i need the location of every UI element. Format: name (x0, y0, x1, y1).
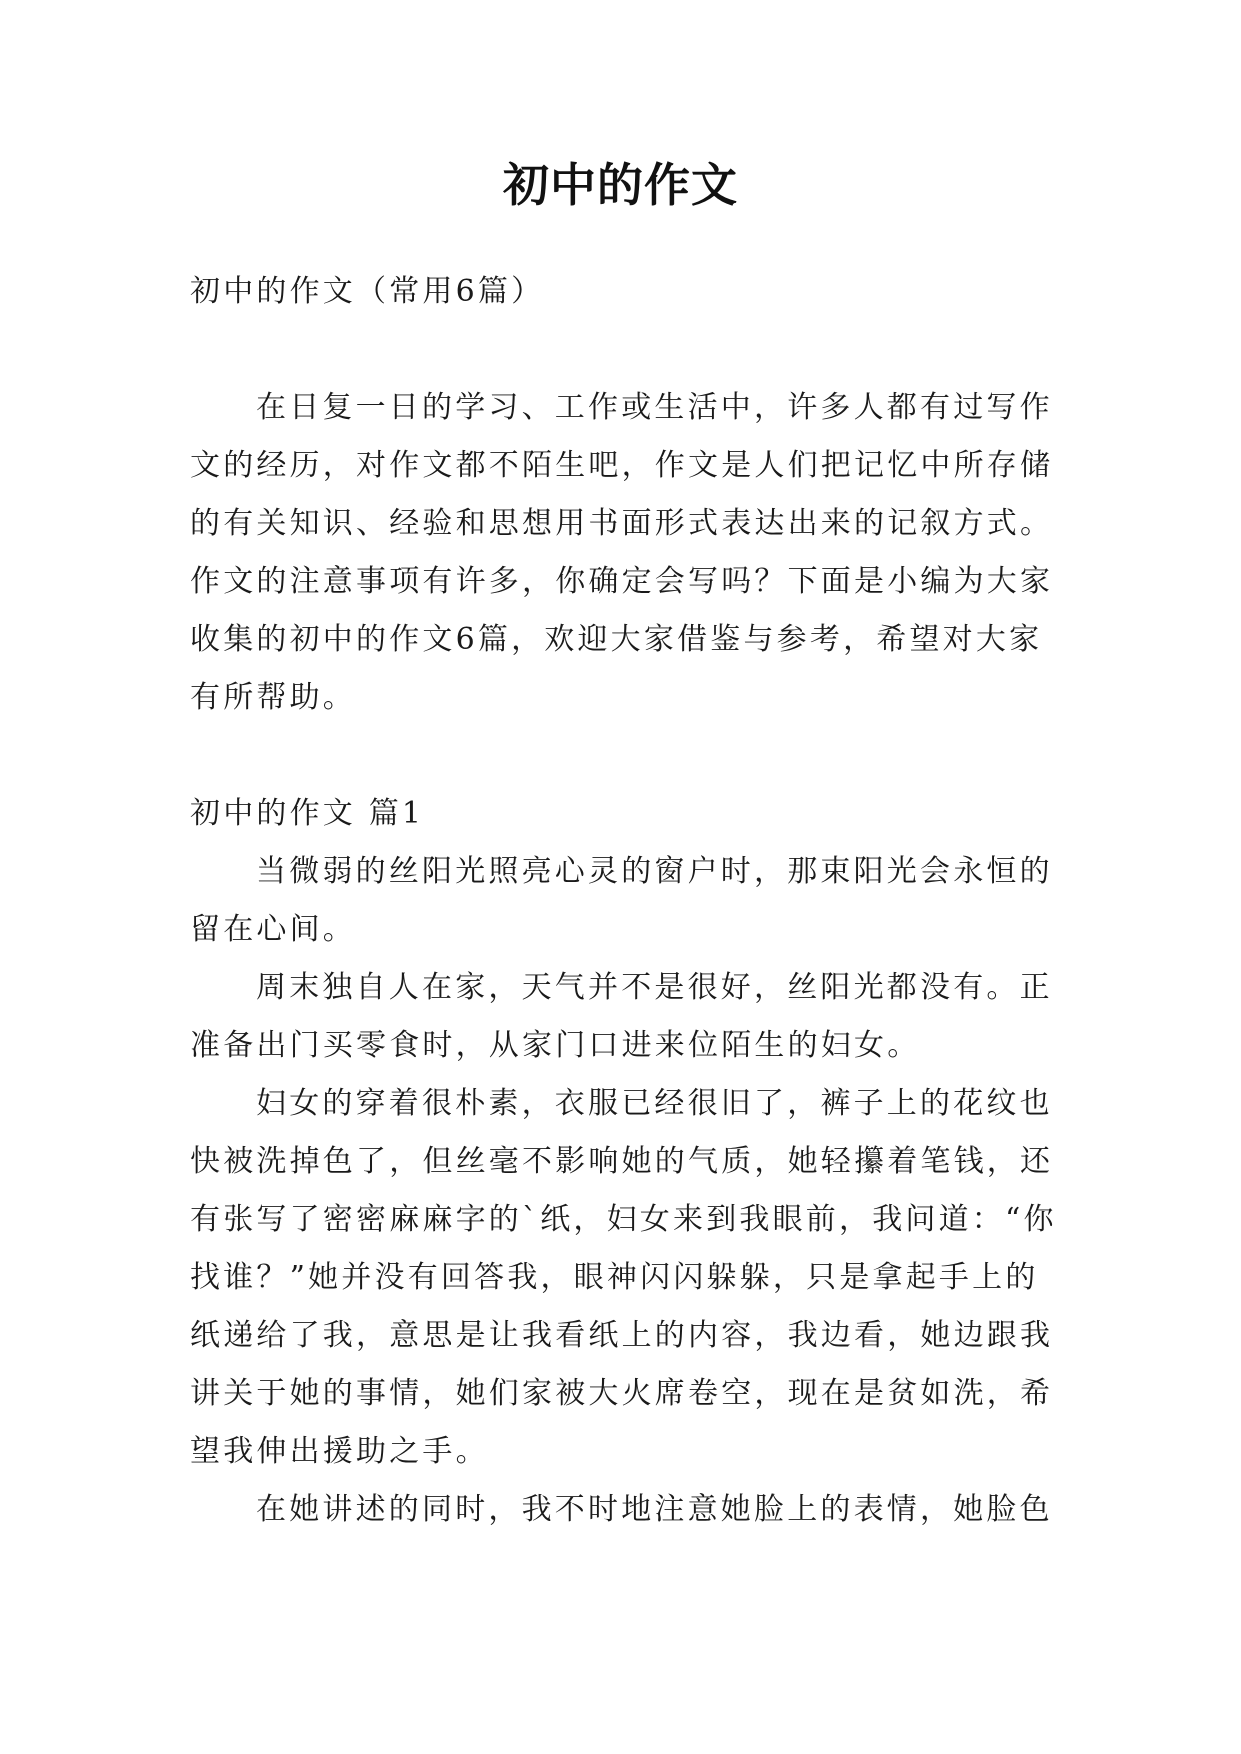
paragraph (190, 959, 1062, 1075)
paragraph-line: 妇女的穿着很朴素，衣服已经很旧了，裤子上的花纹也 (256, 1086, 1053, 1121)
section-heading: 初中的作文 篇1 (190, 796, 425, 831)
spacer (190, 321, 1062, 379)
paragraph-line: 收集的初中的作文6篇，欢迎大家借鉴与参考，希望对大家 (190, 622, 1043, 657)
paragraph-line: 望我伸出援助之手。 (190, 1434, 489, 1469)
paragraph-line: 留在心间。 (190, 912, 356, 947)
paragraph-line: 纸递给了我，意思是让我看纸上的内容，我边看，她边跟我 (190, 1318, 1054, 1353)
document-body (190, 263, 1062, 1539)
page-title: 初中的作文 (503, 158, 738, 212)
paragraph-line: 快被洗掉色了，但丝毫不影响她的气质，她轻攥着笔钱，还 (190, 1144, 1054, 1179)
paragraph-line: 在她讲述的同时，我不时地注意她脸上的表情，她脸色 (256, 1492, 1053, 1527)
paragraph-line: 准备出门买零食时，从家门口进来位陌生的妇女。 (190, 1028, 921, 1063)
document-subtitle: 初中的作文（常用6篇） (190, 274, 545, 309)
spacer (190, 727, 1062, 785)
paragraph-line: 作文的注意事项有许多，你确定会写吗？下面是小编为大家 (190, 564, 1054, 599)
paragraph (190, 1481, 1062, 1539)
paragraph-line: 文的经历，对作文都不陌生吧，作文是人们把记忆中所存储 (190, 448, 1054, 483)
paragraph-line: 的有关知识、经验和思想用书面形式表达出来的记叙方式。 (190, 506, 1054, 541)
paragraph (190, 1075, 1062, 1481)
paragraph-line: 在日复一日的学习、工作或生活中，许多人都有过写作 (256, 390, 1053, 425)
paragraph-line: 讲关于她的事情，她们家被大火席卷空，现在是贫如洗，希 (190, 1376, 1054, 1411)
paragraph-line: 有所帮助。 (190, 680, 356, 715)
paragraph-line: 周末独自人在家，天气并不是很好，丝阳光都没有。正 (256, 970, 1053, 1005)
intro-paragraph (190, 379, 1062, 727)
paragraph-line: 当微弱的丝阳光照亮心灵的窗户时，那束阳光会永恒的 (256, 854, 1053, 889)
paragraph (190, 843, 1062, 959)
paragraph-line: 找谁？”她并没有回答我，眼神闪闪躲躲，只是拿起手上的 (190, 1260, 1039, 1295)
paragraph-line: 有张写了密密麻麻字的`纸，妇女来到我眼前，我问道：“你 (190, 1202, 1057, 1237)
